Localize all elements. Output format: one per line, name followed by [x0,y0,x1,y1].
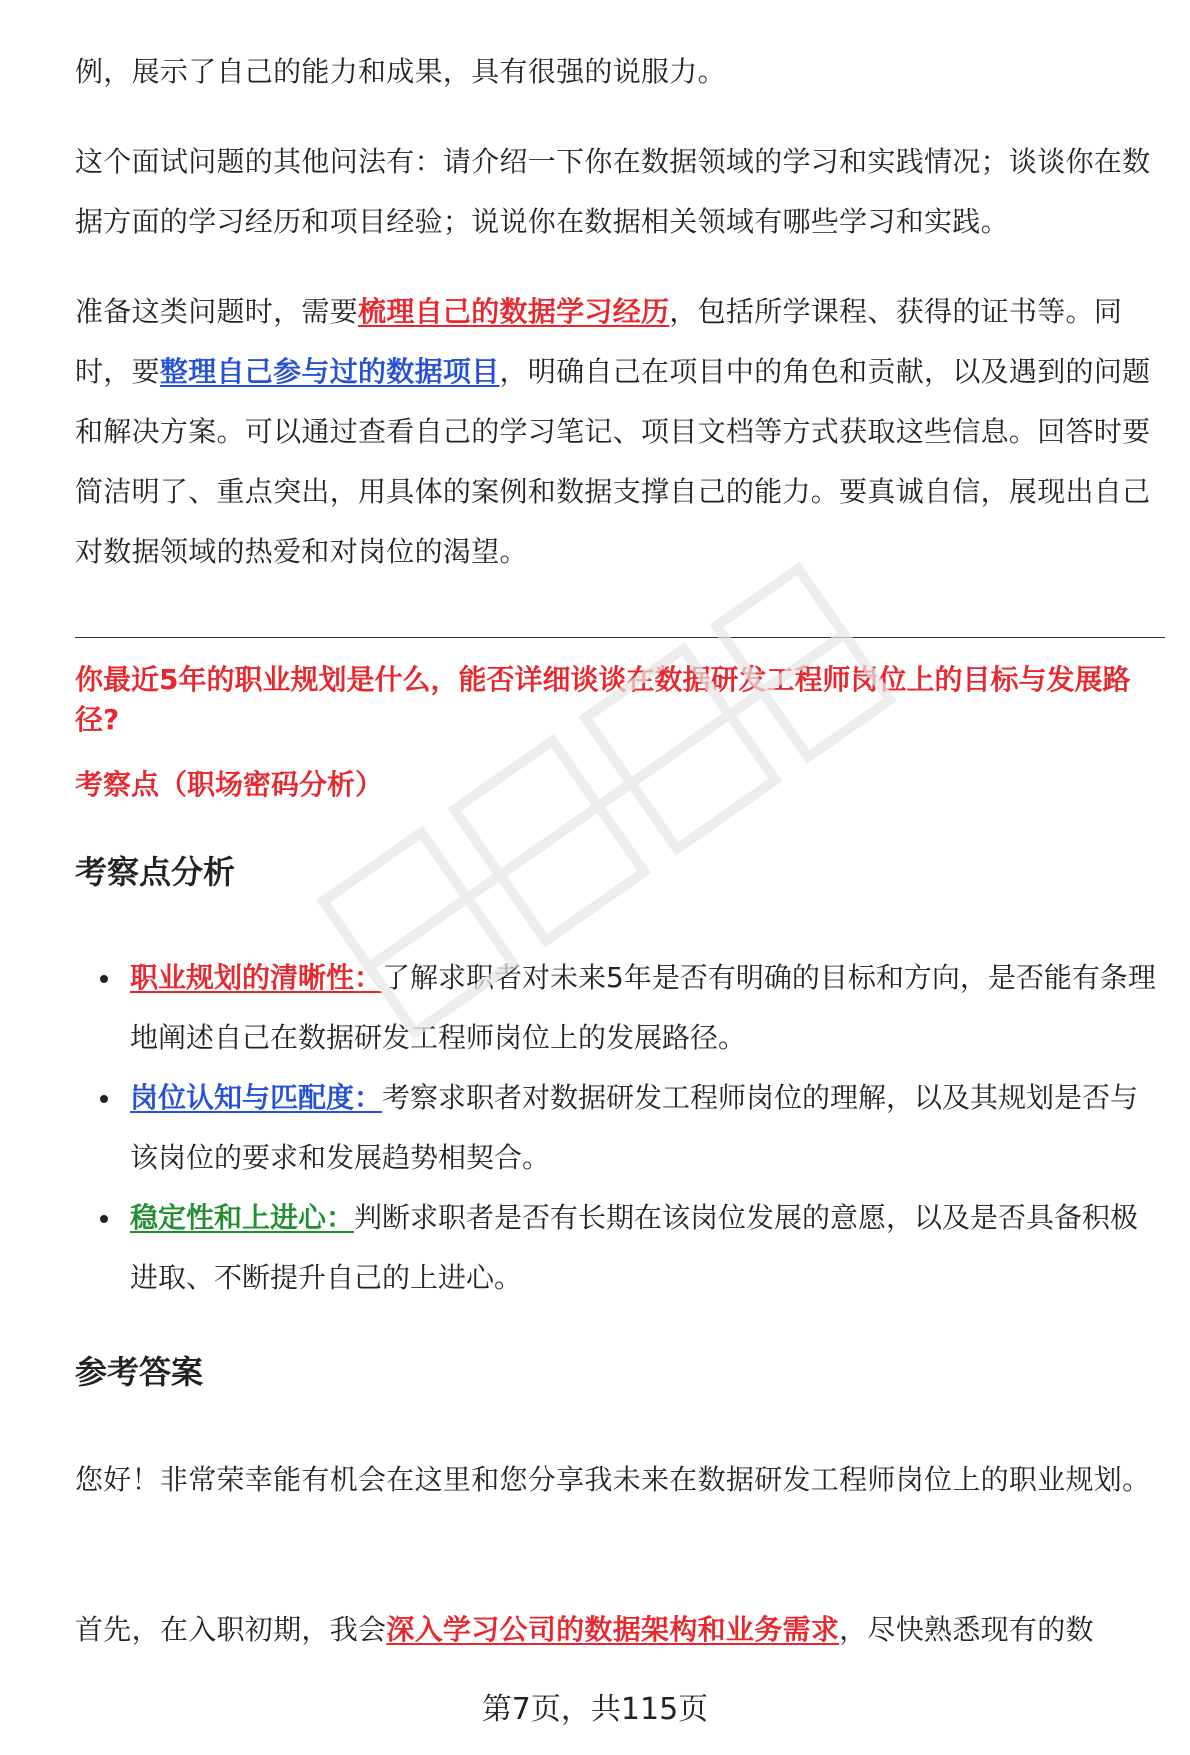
analysis-item-label: 岗位认知与匹配度： [130,1081,383,1114]
prep-highlight-projects: 整理自己参与过的数据项目 [159,355,500,388]
answer-paragraph-2 [75,1600,1165,1660]
bullet-icon [100,1215,108,1223]
bullet-icon [100,975,108,983]
prep-text-3: ，明确自己在项目中的角色和贡献，以及遇到的问题和解决方案。可以通过查看自己的学习笔记、项目文档等方式获取这些信息。回答时要简洁明了、重点突出，用具体的案例和数据支撑自己的能力。要真诚自信，展现出自己对数据领域的热爱和对岗位的渴望。 [75,355,1151,568]
answer-text-2: ，尽快熟悉现有的数 [839,1613,1094,1646]
question-title: 你最近5年的职业规划是什么，能否详细谈谈在数据研发工程师岗位上的目标与发展路径? [75,663,1131,736]
list-item [75,1188,1165,1308]
list-item [75,948,1165,1068]
analysis-item-label: 职业规划的清晰性： [130,961,383,994]
page-footer: 第7页，共115页 [481,1692,709,1727]
answer-highlight-architecture: 深入学习公司的数据架构和业务需求 [386,1613,840,1646]
analysis-item-label: 稳定性和上进心： [130,1201,355,1234]
prep-text-1: 准备这类问题时，需要 [75,295,359,328]
kcd-label: 考察点（职场密码分析） [75,768,384,801]
analysis-item-text: 了解求职者对未来5年是否有明确的目标和方向，是否能有条理地阐述自己在数据研发工程师岗位上的发展路径。 [130,961,1156,1054]
analysis-item-text: 考察求职者对数据研发工程师岗位的理解，以及其规划是否与该岗位的要求和发展趋势相契合。 [130,1081,1139,1174]
answer-paragraph-1: 您好！非常荣幸能有机会在这里和您分享我未来在数据研发工程师岗位上的职业规划。 [75,1463,1151,1496]
other-ways-paragraph: 这个面试问题的其他问法有：请介绍一下你在数据领域的学习和实践情况；谈谈你在数据方面的学习经历和项目经验；说说你在数据相关领域有哪些学习和实践。 [75,145,1151,238]
section-divider [75,637,1165,638]
intro-paragraph-end: 例，展示了自己的能力和成果，具有很强的说服力。 [75,55,726,88]
analysis-list [75,948,1165,1308]
prep-highlight-learning: 梳理自己的数据学习经历 [358,295,670,328]
analysis-heading: 考察点分析 [75,853,236,891]
answer-heading: 参考答案 [75,1353,204,1391]
prep-text-2: ，包括所学课程、获得的证书等。同时，要 [75,295,1123,388]
list-item [75,1068,1165,1188]
answer-text-1: 首先，在入职初期，我会 [75,1613,387,1646]
bullet-icon [100,1095,108,1103]
prep-paragraph [75,282,1165,582]
analysis-item-text: 判断求职者是否有长期在该岗位发展的意愿，以及是否具备积极进取、不断提升自己的上进心。 [130,1201,1139,1294]
